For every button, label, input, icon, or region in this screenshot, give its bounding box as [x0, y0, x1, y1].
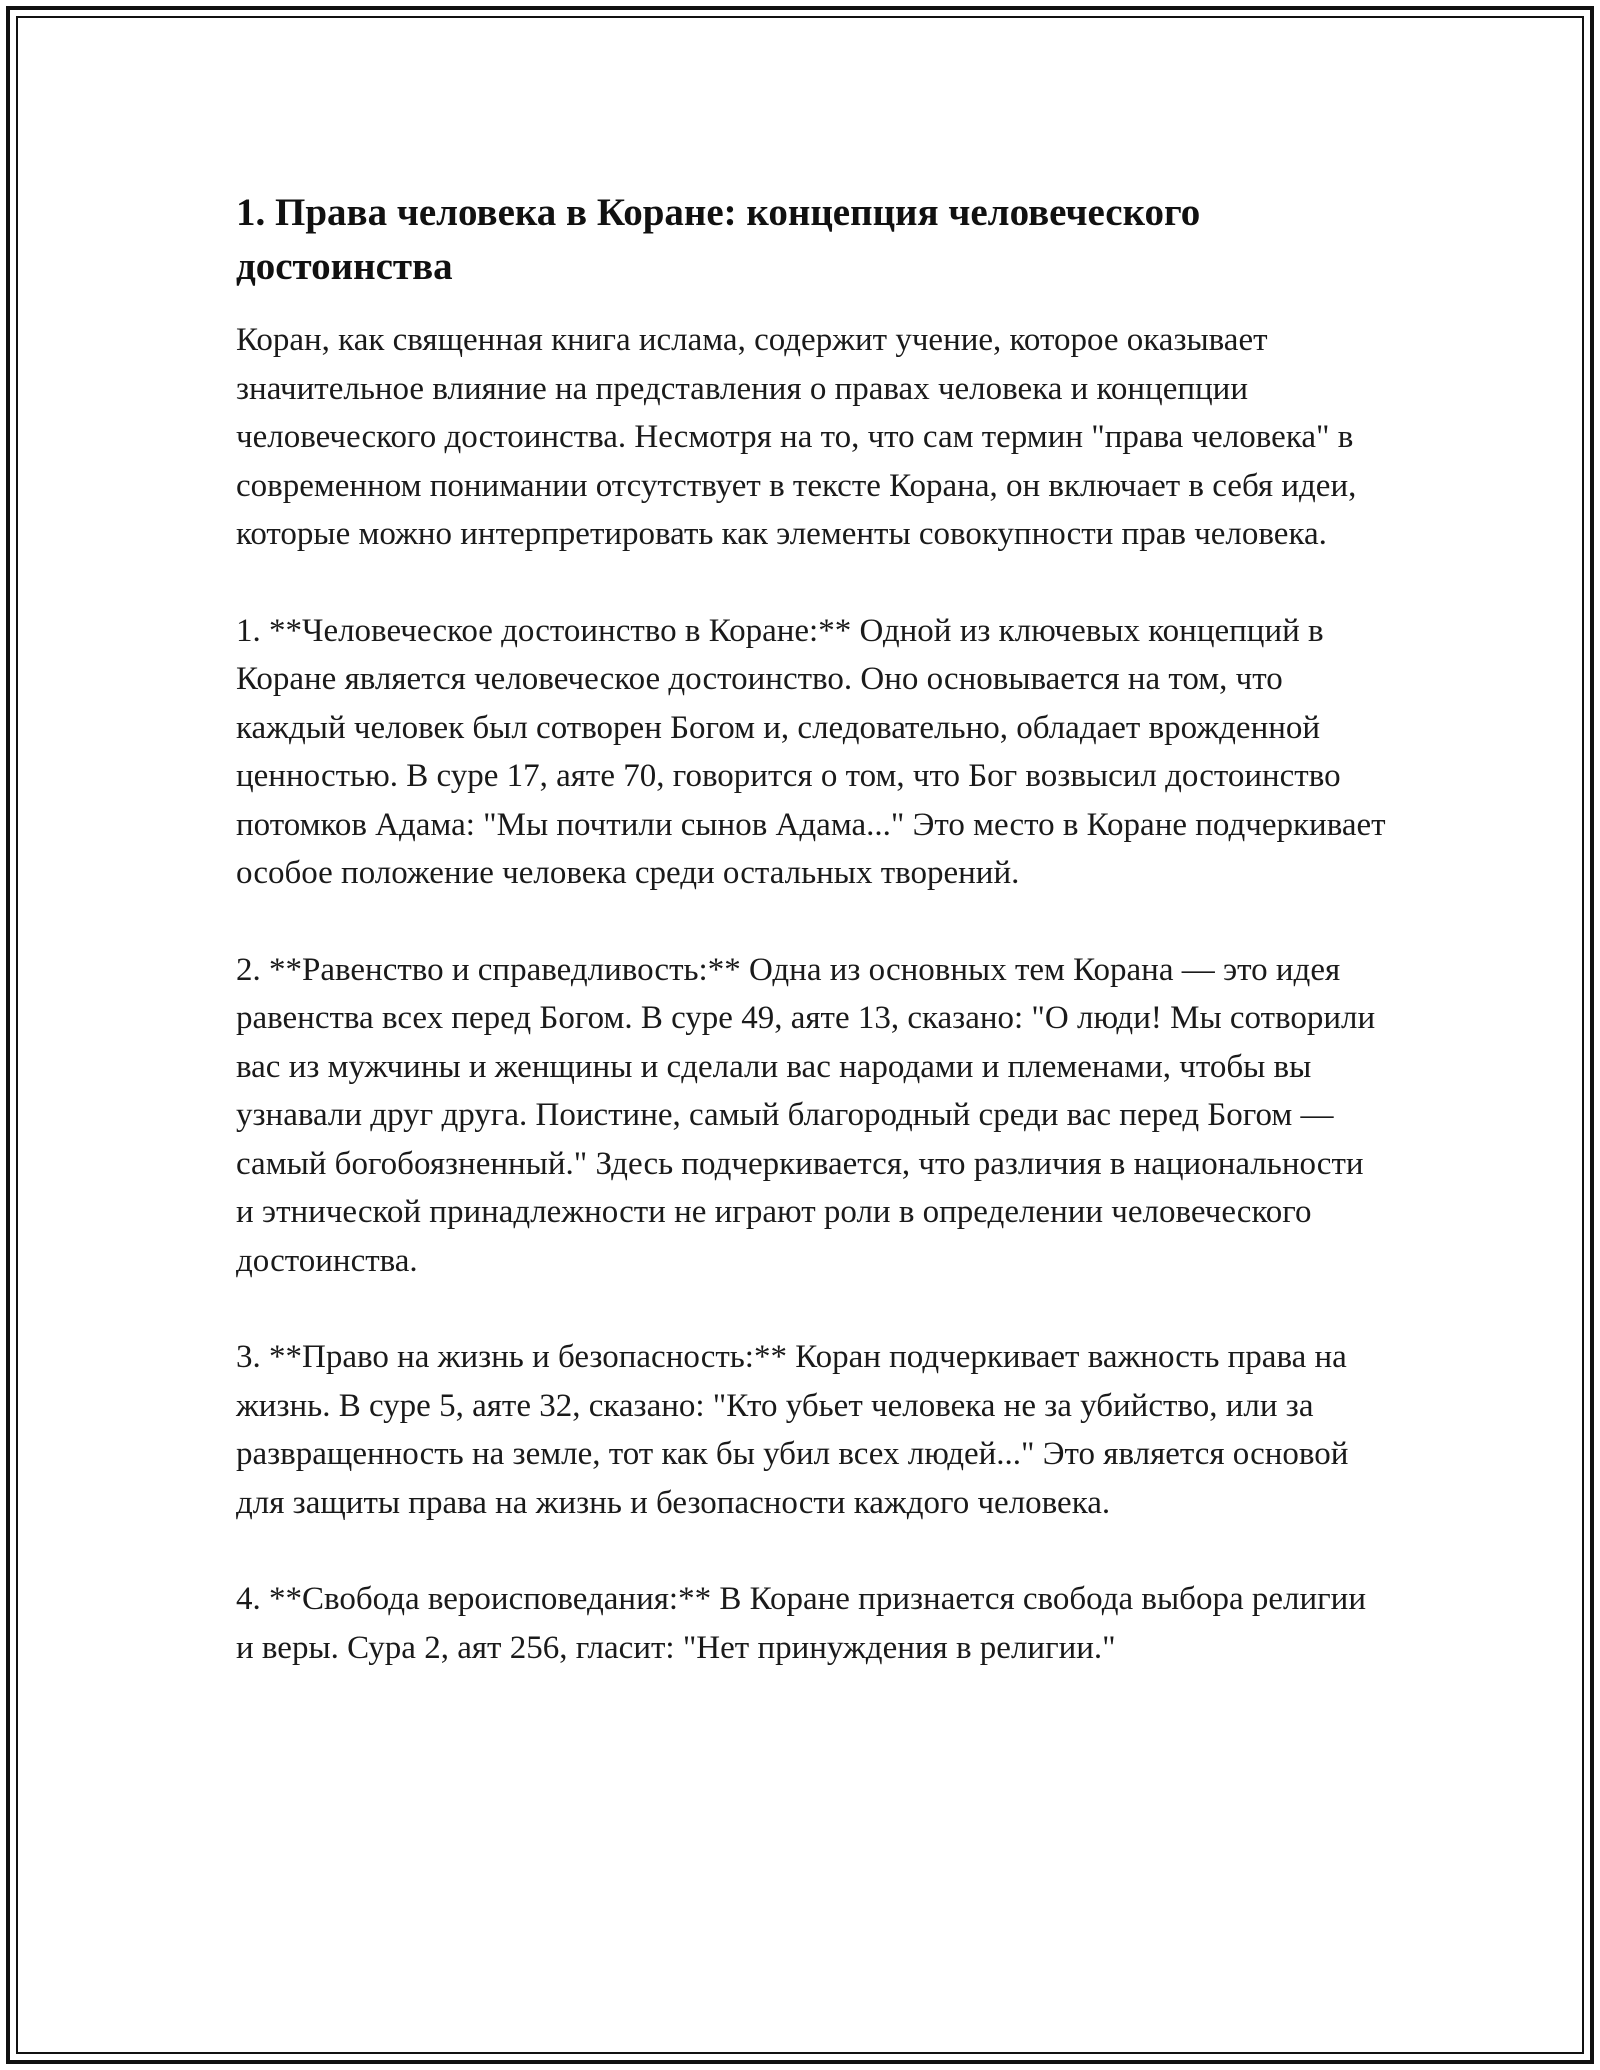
intro-paragraph: Коран, как священная книга ислама, содержит учение, которое оказывает значительное влияние на представления о правах человека и концепции человеческого достоинства. Несмотря на то, что сам термин "права человека" в современном понимании отсутствует в тексте Корана, он включает в себя идеи, которые можно интерпретировать как элементы совокупности прав человека. [236, 322, 1357, 552]
paragraph-equality-justice: 2. **Равенство и справедливость:** Одна из основных тем Корана — это идея равенства всех перед Богом. В суре 49, аяте 13, сказано: "О люди! Мы сотворили вас из мужчины и женщины и сделали вас народами и племенами, чтобы вы узнавали друг друга. Поистине, самый благородный среди вас перед Богом — самый богобоязненный." Здесь подчеркивается, что различия в национальности и этнической принадлежности не играют роли в определении человеческого достоинства. [236, 951, 1376, 1279]
paragraph-right-to-life: 3. **Право на жизнь и безопасность:** Коран подчеркивает важность права на жизнь. В суре 5, аяте 32, сказано: "Кто убьет человека не за убийство, или за развращенность на земле, тот как бы убил всех людей..." Это является основой для защиты права на жизнь и безопасности каждого человека. [236, 1339, 1349, 1521]
paragraph-human-dignity: 1. **Человеческое достоинство в Коране:** Одной из ключевых концепций в Коране является человеческое достоинство. Оно основывается на том, что каждый человек был сотворен Богом и, следовательно, обладает врожденной ценностью. В суре 17, аяте 70, говорится о том, что Бог возвысил достоинство потомков Адама: "Мы почтили сынов Адама..." Это место в Коране подчеркивает особое положение человека среди остальных творений. [236, 612, 1386, 891]
document-body [236, 186, 1386, 1720]
section-heading: 1. Права человека в Коране: концепция человеческого достоинства [236, 191, 1201, 288]
paragraph-freedom-of-religion: 4. **Свобода вероисповедания:** В Коране признается свобода выбора религии и веры. Сура 2, аят 256, гласит: "Нет принуждения в религии." [236, 1581, 1366, 1666]
